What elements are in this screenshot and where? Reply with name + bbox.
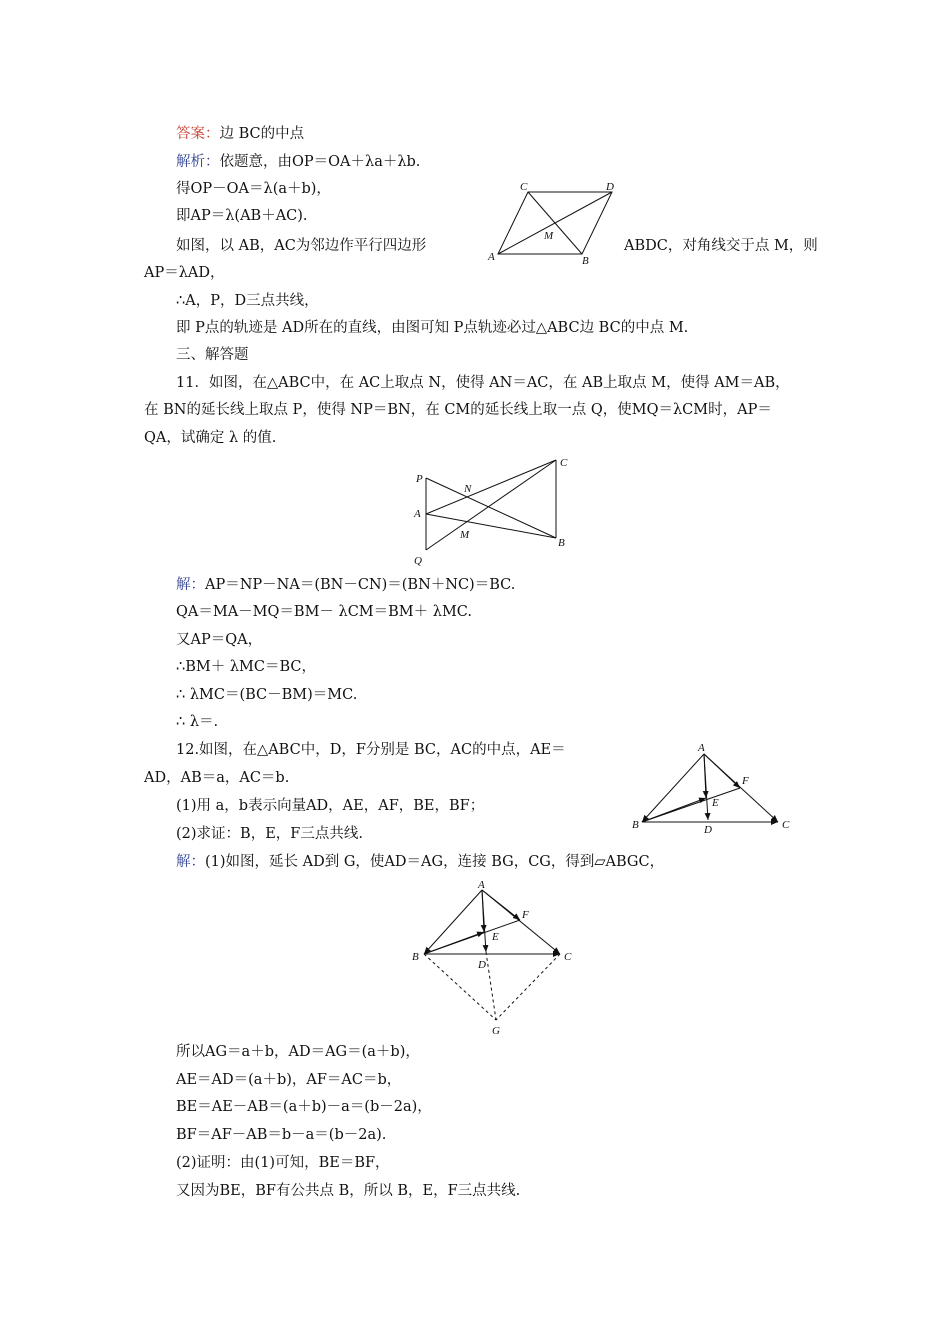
fig2-label-n: N: [464, 483, 472, 495]
q11-line-2: 在 BN的延长线上取点 P，使得 NP＝BN，在 CM的延长线上取一点 Q，使MQ＝λCM时，AP＝: [144, 402, 772, 418]
fig4-label-a: A: [478, 879, 485, 891]
fig3-label-e: E: [712, 797, 719, 809]
q12-line-1: 12.如图，在△ABC中，D，F分别是 BC，AC的中点，AE＝: [176, 742, 566, 758]
fig4-label-d: D: [478, 959, 486, 971]
fig4-label-g: G: [492, 1025, 500, 1037]
analysis-line-7: 即 P点的轨迹是 AD所在的直线，由图可知 P点轨迹必过△ABC边 BC的中点 M.: [176, 320, 689, 336]
sol11-line-4: ∴BM＋ λMC＝BC，: [176, 659, 316, 675]
analysis-line-3: 即AP＝λ(AB＋AC).: [176, 208, 308, 224]
sol11-line-2: QA＝MA－MQ＝BM－ λCM＝BM＋ λMC.: [176, 604, 472, 620]
fig4-label-f: F: [522, 909, 529, 921]
fig4-label-e: E: [492, 931, 499, 943]
sol11-line-5: ∴ λMC＝(BC－BM)＝MC.: [176, 687, 358, 703]
fig2-label-q: Q: [414, 555, 422, 567]
fig1-label-d: D: [606, 181, 614, 193]
sol12-line-5: BF＝AF－AB＝b－a＝(b－2a).: [176, 1127, 387, 1143]
analysis-line-1: [176, 152, 420, 172]
sol11-line-3: 又AP＝QA，: [176, 632, 263, 648]
sol11-line-6: ∴ λ＝.: [176, 714, 219, 730]
analysis-label: 解析：: [176, 154, 220, 170]
analysis-line-6: ∴A，P，D三点共线，: [176, 293, 319, 309]
fig1-label-m: M: [544, 230, 554, 242]
q11-line-3: QA，试确定 λ 的值.: [144, 430, 277, 446]
analysis-text-1: 依题意，由OP＝OA＋λa＋λb.: [219, 154, 421, 170]
figure-parallelogram: [486, 180, 616, 266]
fig1-label-a: A: [488, 251, 495, 263]
sol11-label: 解：: [176, 577, 205, 593]
sol12-line-6: (2)证明：由(1)可知，BE＝BF，: [176, 1155, 390, 1171]
sol12-line-7: 又因为BE，BF有公共点 B，所以 B，E，F三点共线.: [176, 1183, 521, 1199]
sol12-line-2: 所以AG＝a＋b，AD＝AG＝(a＋b)，: [176, 1044, 420, 1060]
analysis-line-4b: ABDC，对角线交于点 M，则: [624, 238, 818, 254]
fig1-label-c: C: [520, 181, 528, 193]
fig2-label-c: C: [560, 457, 568, 469]
fig4-label-c: C: [564, 951, 572, 963]
sol11-text-1: AP＝NP－NA＝(BN－CN)＝(BN＋NC)＝BC.: [205, 577, 516, 593]
answer-line: [176, 124, 304, 144]
sol12-text-1: (1)如图，延长 AD到 G，使AD＝AG，连接 BG，CG，得到▱ABGC，: [205, 854, 665, 870]
sol11-line-1: [176, 575, 515, 595]
fig1-label-b: B: [582, 255, 589, 267]
fig3-label-a: A: [698, 742, 705, 754]
analysis-line-2: 得OP－OA＝λ(a＋b)，: [176, 181, 331, 197]
figure-q12-solution: [406, 876, 582, 1038]
analysis-line-4a: 如图，以 AB，AC为邻边作平行四边形: [176, 238, 427, 254]
sol12-label: 解：: [176, 854, 205, 870]
sol12-line-1: [176, 852, 664, 872]
fig2-label-a: A: [414, 508, 421, 520]
fig3-label-c: C: [782, 819, 790, 831]
fig2-label-p: P: [416, 473, 423, 485]
q12-line-3: (1)用 a，b表示向量AD，AE，AF，BE，BF；: [176, 798, 485, 814]
figure-q11: [410, 452, 580, 568]
figure-q12: [628, 740, 798, 836]
answer-label: 答案：: [176, 126, 220, 142]
analysis-line-5: AP＝λAD，: [144, 265, 225, 281]
answer-text: 边 BC的中点: [219, 126, 305, 142]
fig3-label-b: B: [632, 819, 639, 831]
sol12-line-3: AE＝AD＝(a＋b)，AF＝AC＝b，: [176, 1072, 402, 1088]
fig2-label-m: M: [460, 529, 470, 541]
fig2-label-b: B: [558, 537, 565, 549]
sol12-line-4: BE＝AE－AB＝(a＋b)－a＝(b－2a)，: [176, 1099, 432, 1115]
fig4-label-b: B: [412, 951, 419, 963]
q12-line-2: AD，AB＝a，AC＝b.: [144, 770, 290, 786]
q11-line-1: 11．如图，在△ABC中，在 AC上取点 N，使得 AN＝AC，在 AB上取点 M，使得 AM＝AB，: [176, 375, 790, 391]
q12-line-4: (2)求证：B，E，F三点共线.: [176, 826, 363, 842]
fig3-label-f: F: [742, 775, 749, 787]
fig3-label-d: D: [704, 824, 712, 836]
section-heading: 三、解答题: [176, 347, 249, 363]
